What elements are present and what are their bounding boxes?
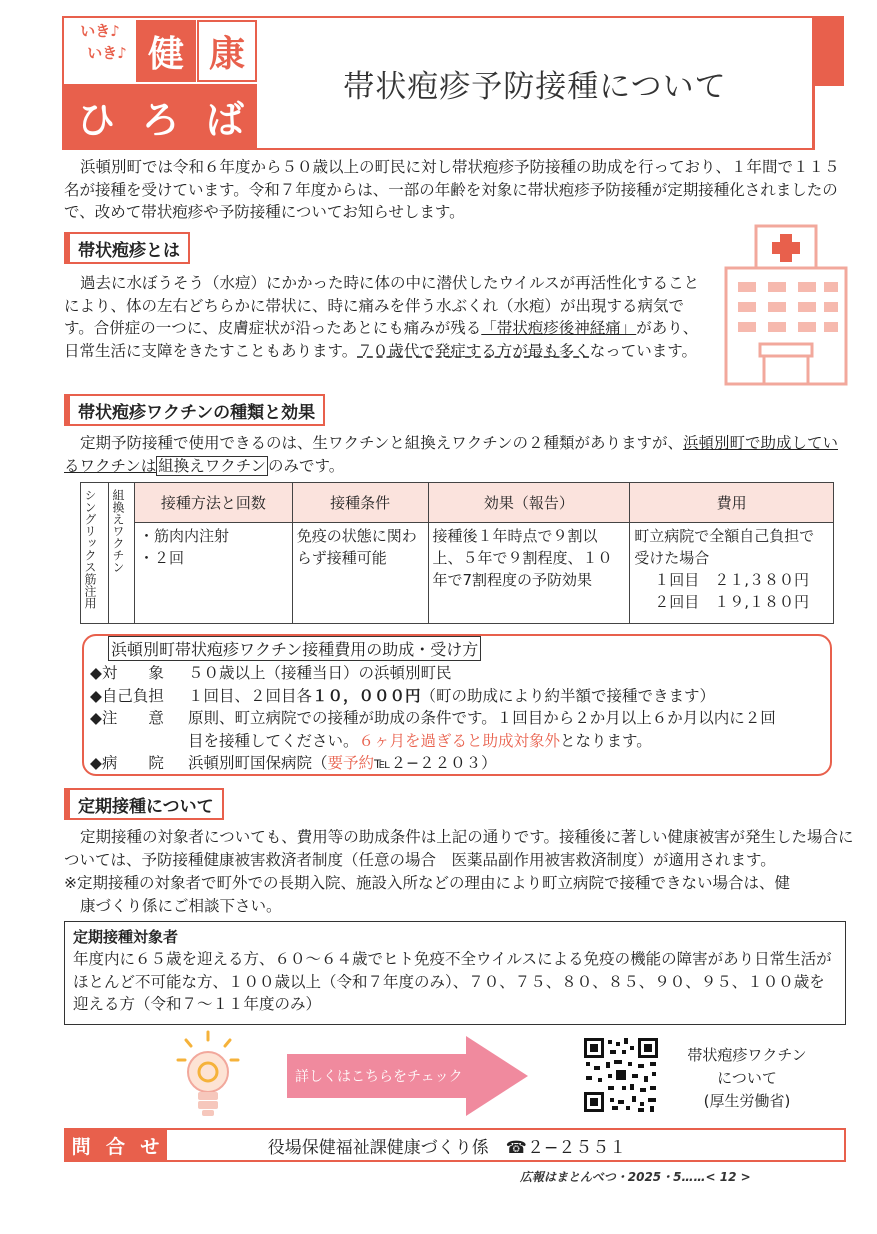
logo-kou: 康 <box>197 20 257 82</box>
header-tab-decoration <box>812 16 844 86</box>
vaccine-table <box>80 482 834 624</box>
logo-hiroba: ひ ろ ば <box>64 84 257 148</box>
copay-amount: １０，０００円 <box>312 686 421 705</box>
routine-description: 定期接種の対象者についても、費用等の助成条件は上記の通りです。接種後に著しい健康被害が発生した場合については、予防接種健康被害救済者制度（任意の場合 医薬品副作用被害救済制度）が適用されます。 <box>64 828 854 869</box>
page-footer: 広報はまとんべつ・2025・5……< 12 > <box>520 1170 751 1184</box>
cell-effect: 接種後１年時点で９割以上、５年で９割程度、１０年で7割程度の予防効果 <box>428 523 630 624</box>
routine-targets-box <box>64 921 846 1025</box>
lightbulb-icon <box>176 1030 240 1120</box>
col-cost: 費用 <box>630 483 834 523</box>
vaccine-types-description: 定期予防接種で使用できるのは、生ワクチンと組換えワクチンの２種類がありますが、浜頓別町で助成しているワクチンは 組換えワクチン のみです。 <box>64 434 838 475</box>
contact-info: 役場保健福祉課健康づくり係 ☎２−２５５１ <box>267 1137 627 1158</box>
table-side-product: シングリックス筋注用 <box>81 483 109 624</box>
cell-cost: 町立病院で全額自己負担で受けた場合 １回目 ２１,３８０円 ２回目 １９,１８０円 <box>630 523 834 624</box>
section-heading-routine: 定期接種について <box>64 788 224 820</box>
postherpetic-neuralgia-term: 「帯状疱疹後神経痛」 <box>481 319 637 337</box>
subsidy-title: 浜頓別町帯状疱疹ワクチン接種費用の助成・受け方 <box>108 636 481 661</box>
reservation-required: 要予約 <box>327 754 375 772</box>
col-effect: 効果（報告） <box>428 483 630 523</box>
recombinant-vaccine-term: 組換えワクチン <box>158 456 266 475</box>
header-tab-decoration-lower <box>812 86 844 150</box>
qr-code-icon[interactable] <box>582 1036 660 1114</box>
table-side-type: 組換えワクチン <box>108 483 134 624</box>
cell-condition: 免疫の状態に関わらず接種可能 <box>292 523 428 624</box>
deadline-warning: ６ヶ月を過ぎると助成対象外 <box>358 731 561 750</box>
col-method: 接種方法と回数 <box>134 483 292 523</box>
qr-caption: 帯状疱疹ワクチン について (厚生労働省) <box>687 1046 807 1110</box>
section-heading-vaccine-types: 帯状疱疹ワクチンの種類と効果 <box>64 394 325 426</box>
logo-iki-text: いき♪ いき♪ <box>80 22 127 62</box>
peak-age-highlight: ７０歳代で発症する方が最も多く <box>357 341 590 360</box>
section-heading-shingles: 帯状疱疹とは <box>64 232 190 264</box>
targets-body: 年度内に６５歳を迎える方、６０～６４歳でヒト免疫不全ウイルスによる免疫の機能の障害があり日常生活がほとんど不可能な方、１００歳以上（令和７年度のみ）、７０、７５、８０、８５、９０、９５、１００歳を迎える方（令和７～１１年度のみ） <box>73 950 832 1013</box>
targets-title: 定期接種対象者 <box>73 928 179 946</box>
cell-method: ・筋肉内注射 ・２回 <box>134 523 292 624</box>
check-details-link[interactable]: 詳しくはこちらをチェック <box>295 1069 463 1085</box>
intro-paragraph: 浜頓別町では令和６年度から５０歳以上の町民に対し帯状疱疹予防接種の助成を行っており、１年間で１１５名が接種を受けています。令和７年度からは、一部の年齢を対象に帯状疱疹予防接種が定期接種化されましたので、改めて帯状疱疹や予防接種についてお知らせします。 <box>64 158 840 221</box>
routine-note: ※定期接種の対象者で町外での長期入院、施設入所などの理由により町立病院で接種できない場合は、健 康づくり係にご相談下さい。 <box>64 874 790 915</box>
shingles-description: 過去に水ぼうそう（水痘）にかかった時に体の中に潜伏したウイルスが再活性化することにより、体の左右どちらかに帯状に、時に痛みを伴う水ぶくれ（水疱）が出現する病気です。合併症の一つに、皮膚症状が沿ったあとにも痛みが残る「帯状疱疹後神経痛」があり、日常生活に支障をきたすこともあります。７０歳代で発症する方が最も多くなっています。 <box>64 274 700 360</box>
logo-ken: 健 <box>136 20 196 82</box>
subsidy-details: ◆対 象 ５０歳以上（接種当日）の浜頓別町民 ◆自己負担 １回目、２回目各１０，０００円（町の助成により約半額で接種できます） ◆注 意 原則、町立病院での接種が助成の条件です。１回目から２か月以上６か月以内に２回 目を接種してください。６ヶ月を過ぎると助成対象外となります。 ◆病 院 浜頓別町国保病院（要予約℡２−２２０３） <box>90 664 776 772</box>
page-title: 帯状疱疹予防接種について <box>343 68 727 105</box>
col-condition: 接種条件 <box>292 483 428 523</box>
hospital-icon <box>722 224 852 388</box>
contact-label: 問 合 せ <box>64 1128 167 1162</box>
